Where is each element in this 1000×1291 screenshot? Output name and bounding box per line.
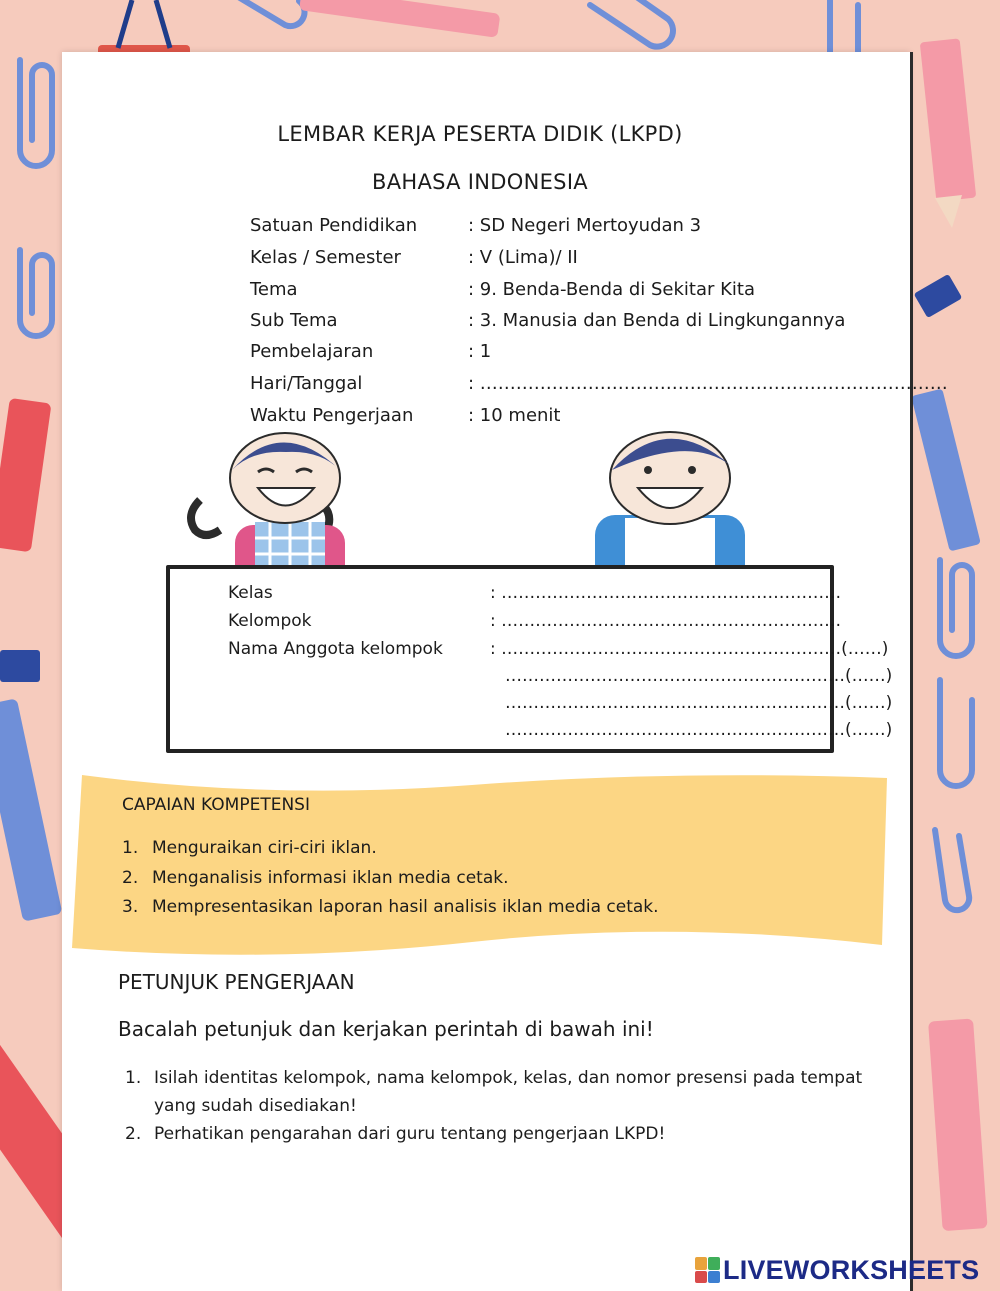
competence-text: Menguraikan ciri-ciri iklan.	[152, 838, 377, 858]
board-anggota-field[interactable]: : ……………………………………………………(……)	[490, 639, 889, 659]
instruction-step	[125, 1120, 895, 1148]
logo-tile	[695, 1271, 707, 1284]
info-label: Satuan Pendidikan	[250, 215, 418, 236]
info-label: Pembelajaran	[250, 341, 374, 362]
competence-item	[122, 838, 377, 858]
step-text: Perhatikan pengarahan dari guru tentang pengerjaan LKPD!	[154, 1124, 666, 1144]
info-value: : 3. Manusia dan Benda di Lingkungannya	[468, 310, 846, 331]
step-text: Isilah identitas kelompok, nama kelompok, kelas, dan nomor presensi pada tempat yang sudah disediakan!	[154, 1068, 863, 1116]
step-number: 2.	[125, 1124, 142, 1144]
info-label: Waktu Pengerjaan	[250, 405, 414, 426]
instructions-title: PETUNJUK PENGERJAAN	[118, 970, 355, 994]
competence-number: 2.	[122, 868, 139, 888]
logo-tile	[695, 1257, 707, 1270]
competence-title: CAPAIAN KOMPETENSI	[122, 795, 310, 815]
step-number: 1.	[125, 1068, 142, 1088]
board-anggota-field[interactable]: ……………………………………………………(……)	[505, 693, 893, 713]
instruction-step	[125, 1064, 895, 1120]
liveworksheets-logo	[695, 1255, 979, 1285]
board-anggota-field[interactable]: ……………………………………………………(……)	[505, 666, 893, 686]
board-anggota-label: Nama Anggota kelompok	[228, 639, 443, 659]
logo-tile	[708, 1257, 720, 1270]
board-kelas-field[interactable]: : ……………………………………………………	[490, 583, 842, 603]
competence-item	[122, 868, 509, 888]
liveworksheets-wordmark: LIVEWORKSHEETS	[723, 1254, 980, 1285]
competence-text: Mempresentasikan laporan hasil analisis iklan media cetak.	[152, 897, 659, 917]
board-kelompok-label: Kelompok	[228, 611, 312, 631]
board-anggota-field[interactable]: ……………………………………………………(……)	[505, 720, 893, 740]
info-label: Kelas / Semester	[250, 247, 401, 268]
info-value: : ……………………………………………………………………	[468, 373, 948, 394]
info-value: : 10 menit	[468, 405, 561, 426]
info-value: : V (Lima)/ II	[468, 247, 578, 268]
competence-text: Menganalisis informasi iklan media cetak.	[152, 868, 509, 888]
instructions-subtitle: Bacalah petunjuk dan kerjakan perintah di bawah ini!	[118, 1017, 654, 1041]
info-label: Tema	[250, 279, 298, 300]
competence-number: 3.	[122, 897, 139, 917]
info-value: : SD Negeri Mertoyudan 3	[468, 215, 702, 236]
info-label: Sub Tema	[250, 310, 338, 331]
info-label: Hari/Tanggal	[250, 373, 363, 394]
board-kelas-label: Kelas	[228, 583, 273, 603]
competence-number: 1.	[122, 838, 139, 858]
worksheet-subject: BAHASA INDONESIA	[372, 170, 588, 194]
competence-item	[122, 897, 659, 917]
worksheet-title: LEMBAR KERJA PESERTA DIDIK (LKPD)	[277, 122, 683, 146]
board-kelompok-field[interactable]: : ……………………………………………………	[490, 611, 842, 631]
info-value: : 9. Benda-Benda di Sekitar Kita	[468, 279, 756, 300]
info-value: : 1	[468, 341, 492, 362]
logo-tile	[708, 1271, 720, 1284]
liveworksheets-mark-icon	[695, 1257, 719, 1283]
